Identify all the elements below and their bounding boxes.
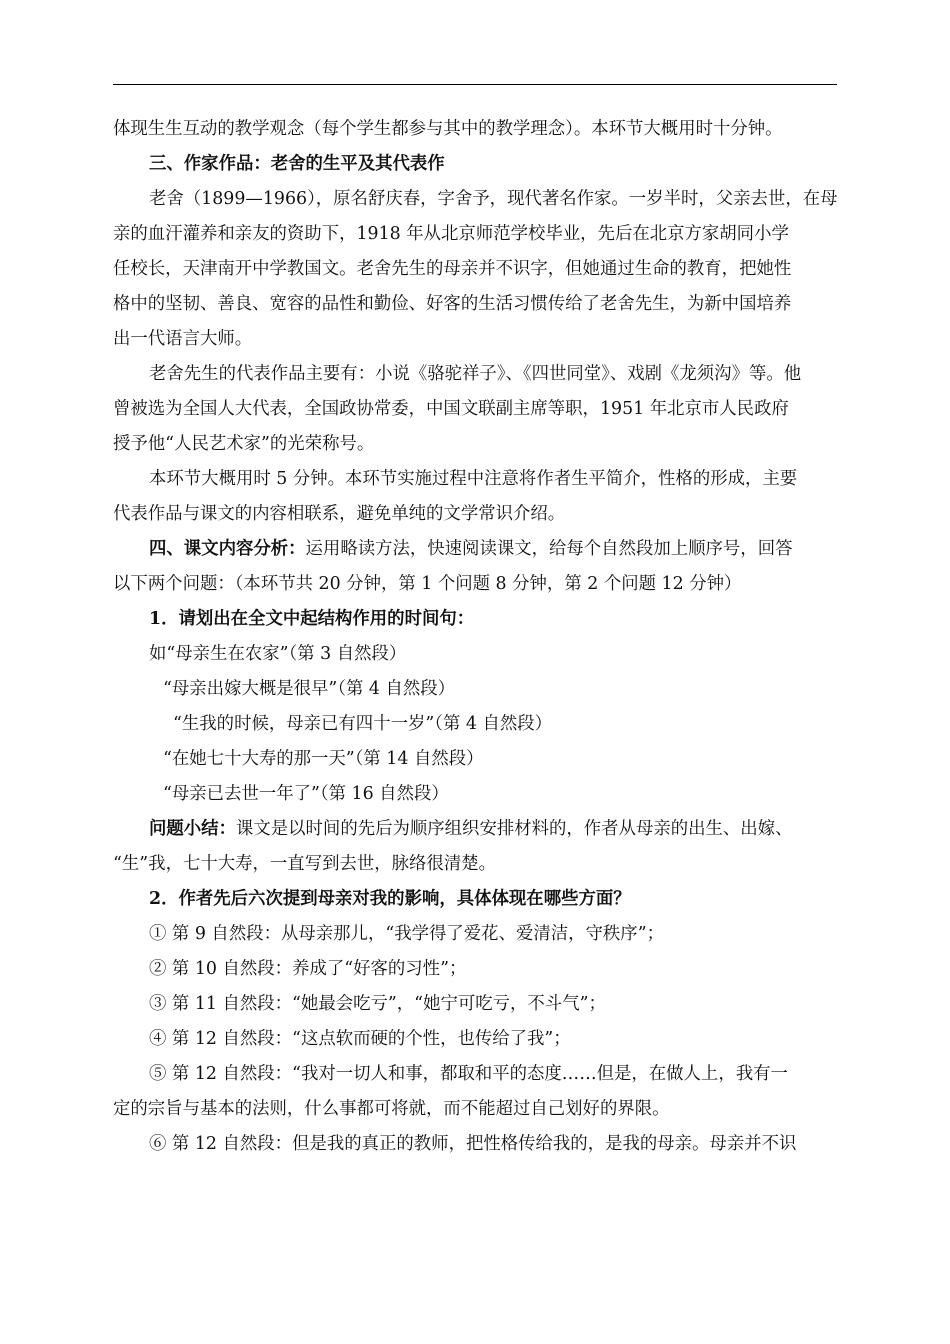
quote-line: “在她七十大寿的那一天”（第 14 自然段） [163,749,484,769]
section-heading-line [113,532,841,567]
list-item: ③ 第 11 自然段：“她最会吃亏”，“她宁可吃亏，不斗气”； [149,994,606,1014]
text-line: 体现生生互动的教学观念（每个学生都参与其中的教学理念）。本环节大概用时十分钟。 [113,119,783,139]
list-item: ⑤ 第 12 自然段：“我对一切人和事，都取和平的态度……但是，在做人上，我有一 [149,1064,788,1084]
text-line: 本环节大概用时 5 分钟。本环节实施过程中注意将作者生平简介，性格的形成，主要 [149,469,798,489]
summary-label: 问题小结： [149,819,236,839]
text-span: 运用略读方法，快速阅读课文，给每个自然段加上顺序号，回答 [305,539,793,559]
text-line: “生”我，七十大寿，一直写到去世，脉络很清楚。 [113,854,496,874]
question-heading: 1．请划出在全文中起结构作用的时间句： [149,609,475,629]
text-line: 老舍（1899—1966），原名舒庆春，字舍予，现代著名作家。一岁半时，父亲去世，在母 [149,189,838,209]
text-line: 曾被选为全国人大代表，全国政协常委，中国文联副主席等职，1951 年北京市人民政府 [113,399,789,419]
text-line: 任校长，天津南开中学教国文。老舍先生的母亲并不识字，但她通过生命的教育，把她性 [113,259,792,279]
text-line: 代表作品与课文的内容相联系，避免单纯的文学常识介绍。 [113,504,566,524]
question-heading: 2．作者先后六次提到母亲对我的影响，具体体现在哪些方面？ [149,889,631,909]
text-line: 格中的坚韧、善良、宽容的品性和勤俭、好客的生活习惯传给了老舍先生，为新中国培养 [113,294,792,314]
text-line: 亲的血汗灌养和亲友的资助下，1918 年从北京师范学校毕业，先后在北京方家胡同小学 [113,224,789,244]
quote-line: “母亲已去世一年了”（第 16 自然段） [163,784,449,804]
quote-line: 如“母亲生在农家”（第 3 自然段） [149,644,407,664]
header-rule [113,84,837,85]
text-line: 以下两个问题：（本环节共 20 分钟，第 1 个问题 8 分钟，第 2 个问题 12 分钟） [113,574,742,594]
list-item: ② 第 10 自然段：养成了“好客的习性”； [149,959,467,979]
quote-line: “母亲出嫁大概是很早”（第 4 自然段） [163,679,456,699]
text-line: 出一代语言大师。 [113,329,253,349]
quote-line: “生我的时候，母亲已有四十一岁”（第 4 自然段） [173,714,553,734]
text-line: 授予他“人民艺术家”的光荣称号。 [113,434,375,454]
section-heading: 三、作家作品：老舍的生平及其代表作 [149,154,445,174]
list-item: ⑥ 第 12 自然段：但是我的真正的教师，把性格传给我的，是我的母亲。母亲并不识 [149,1134,797,1154]
text-line: 定的宗旨与基本的法则，什么事都可将就，而不能超过自己划好的界限。 [113,1099,670,1119]
text-line: 老舍先生的代表作品主要有：小说《骆驼祥子》、《四世同堂》、戏剧《龙须沟》等。他 [149,364,802,384]
summary-line [113,812,841,847]
document-body [113,112,841,1162]
text-span: 课文是以时间的先后为顺序组织安排材料的，作者从母亲的出生、出嫁、 [235,819,793,839]
list-item: ④ 第 12 自然段：“这点软而硬的个性，也传给了我”； [149,1029,571,1049]
list-item: ① 第 9 自然段：从母亲那儿，“我学得了爱花、爱清洁，守秩序”； [149,924,664,944]
section-heading: 四、课文内容分析： [149,539,306,559]
